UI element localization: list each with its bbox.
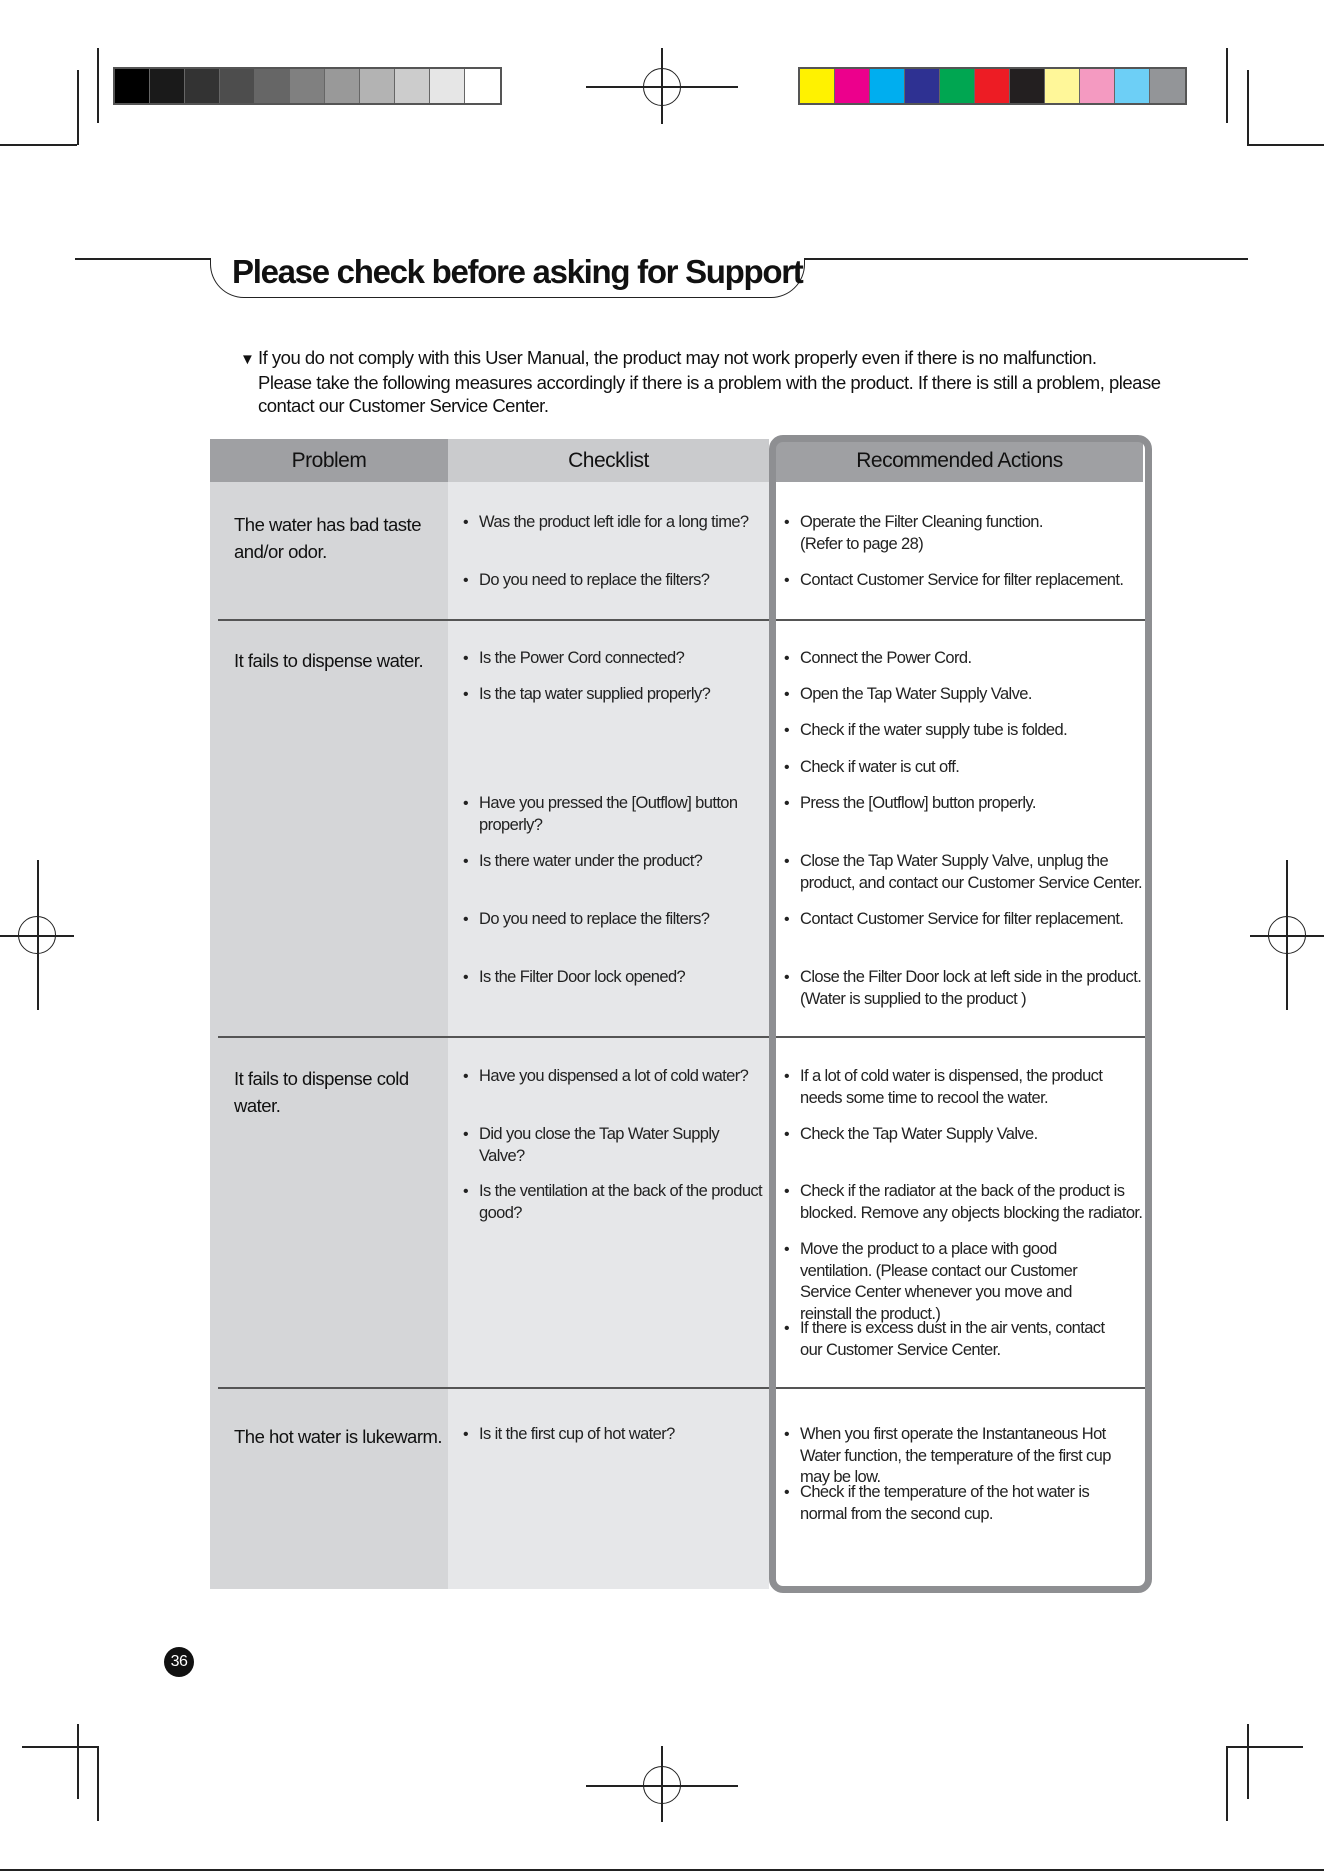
calibration-swatch xyxy=(1045,69,1080,103)
action-item: • Check if water is cut off. xyxy=(784,757,1144,779)
action-item: • When you first operate the Instantaneous Hot Water function, the temperature of the first cup may be low. xyxy=(784,1424,1144,1489)
action-item: • Check the Tap Water Supply Valve. xyxy=(784,1124,1144,1146)
calibration-swatch xyxy=(185,69,220,103)
action-item: • Check if the radiator at the back of the product is blocked. Remove any objects blocking the radiator. xyxy=(784,1181,1144,1224)
action-item: • Move the product to a place with good ventilation. (Please contact our Customer Service Center whenever you move and reinstall the product.) xyxy=(784,1239,1124,1325)
row-divider xyxy=(218,1036,1146,1038)
checklist-item: • Is the ventilation at the back of the product good? xyxy=(463,1181,763,1224)
action-item: • Check if the temperature of the hot water is normal from the second cup. xyxy=(784,1482,1124,1525)
action-item: • Close the Tap Water Supply Valve, unplug the product, and contact our Customer Service Center. xyxy=(784,851,1144,894)
calibration-swatch xyxy=(430,69,465,103)
action-item: • Open the Tap Water Supply Valve. xyxy=(784,684,1144,706)
action-item: • If a lot of cold water is dispensed, the product needs some time to recool the water. xyxy=(784,1066,1144,1109)
grayscale-calibration-bar xyxy=(113,67,502,105)
calibration-swatch xyxy=(290,69,325,103)
calibration-swatch xyxy=(255,69,290,103)
calibration-swatch xyxy=(800,69,835,103)
problem-no-water: It fails to dispense water. xyxy=(234,650,424,671)
problem-lukewarm: The hot water is lukewarm. xyxy=(234,1426,443,1447)
row-divider xyxy=(218,1387,1146,1389)
checklist-column xyxy=(448,439,769,1589)
calibration-swatch xyxy=(1115,69,1150,103)
checklist-item: • Do you need to replace the filters? xyxy=(463,570,763,592)
page-number: 36 xyxy=(164,1647,194,1677)
action-item: • Close the Filter Door lock at left side in the product. (Water is supplied to the product ) xyxy=(784,967,1144,1010)
intro-line-2: Please take the following measures accordingly if there is a problem with the product. If there is still a problem, please xyxy=(258,372,1161,393)
checklist-item: • Do you need to replace the filters? xyxy=(463,909,763,931)
problem-no-cold-water: It fails to dispense cold water. xyxy=(234,1068,409,1116)
calibration-swatch xyxy=(360,69,395,103)
checklist-item: • Is it the first cup of hot water? xyxy=(463,1424,763,1446)
problem-column xyxy=(210,439,448,1589)
intro-note xyxy=(240,346,1160,417)
intro-line-1: If you do not comply with this User Manual, the product may not work properly even if there is no malfunction. xyxy=(258,347,1097,368)
checklist-item: • Have you dispensed a lot of cold water? xyxy=(463,1066,763,1088)
checklist-item: • Is the Power Cord connected? xyxy=(463,648,763,670)
calibration-swatch xyxy=(115,69,150,103)
calibration-swatch xyxy=(1150,69,1185,103)
calibration-swatch xyxy=(1010,69,1045,103)
action-item: • Contact Customer Service for filter replacement. xyxy=(784,570,1144,592)
calibration-swatch xyxy=(150,69,185,103)
row-divider xyxy=(218,619,1146,621)
calibration-swatch xyxy=(975,69,1010,103)
header-actions: Recommended Actions xyxy=(776,439,1143,482)
calibration-swatch xyxy=(465,69,500,103)
color-calibration-bar xyxy=(798,67,1187,105)
calibration-swatch xyxy=(835,69,870,103)
calibration-swatch xyxy=(905,69,940,103)
page-title: Please check before asking for Support xyxy=(232,253,803,290)
calibration-swatch xyxy=(220,69,255,103)
action-item: • If there is excess dust in the air vents, contact our Customer Service Center. xyxy=(784,1318,1124,1361)
intro-line-3: contact our Customer Service Center. xyxy=(258,395,549,416)
action-item: • Press the [Outflow] button properly. xyxy=(784,793,1144,815)
calibration-swatch xyxy=(395,69,430,103)
checklist-item: • Was the product left idle for a long time? xyxy=(463,512,763,534)
triangle-down-icon: ▼ xyxy=(240,351,255,368)
calibration-swatch xyxy=(870,69,905,103)
checklist-item: • Is there water under the product? xyxy=(463,851,763,873)
checklist-item: • Is the Filter Door lock opened? xyxy=(463,967,763,989)
action-item: • Contact Customer Service for filter replacement. xyxy=(784,909,1144,931)
header-problem: Problem xyxy=(210,439,448,482)
calibration-swatch xyxy=(325,69,360,103)
calibration-swatch xyxy=(940,69,975,103)
calibration-swatch xyxy=(1080,69,1115,103)
action-item: • Operate the Filter Cleaning function. (Refer to page 28) xyxy=(784,512,1084,555)
checklist-item: • Have you pressed the [Outflow] button properly? xyxy=(463,793,743,836)
header-checklist: Checklist xyxy=(448,439,769,482)
checklist-item: • Did you close the Tap Water Supply Valve? xyxy=(463,1124,763,1167)
problem-bad-taste: The water has bad taste and/or odor. xyxy=(234,514,421,562)
action-item: • Connect the Power Cord. xyxy=(784,648,1144,670)
actions-column xyxy=(769,439,1150,1589)
checklist-item: • Is the tap water supplied properly? xyxy=(463,684,763,706)
action-item: • Check if the water supply tube is folded. xyxy=(784,720,1144,742)
